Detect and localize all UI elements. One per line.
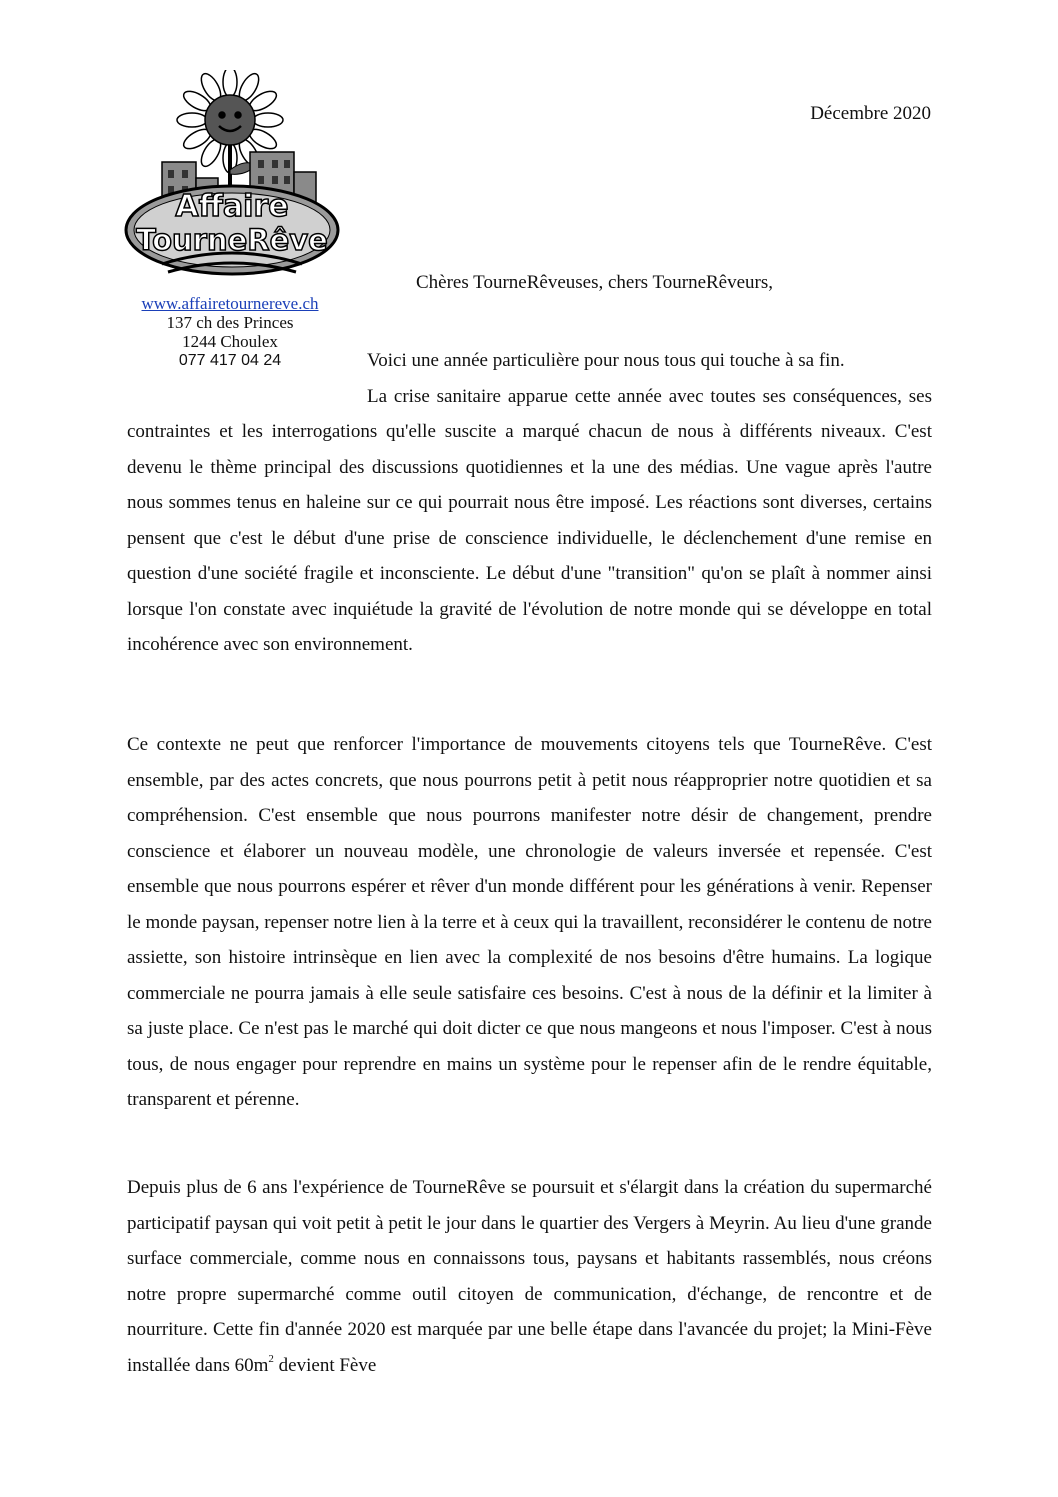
paragraph-3: [127, 1170, 932, 1383]
logo-line-1: Affaire: [175, 189, 289, 224]
paragraph-2-text: Ce contexte ne peut que renforcer l'importance de mouvements citoyens tels que TourneRêve. C'est ensemble, par des actes concrets, que nous pourrons petit à petit nous réapproprier notre quotidien et sa compréhension. C'est ensemble que nous pourrons manifester notre désir de changement, prendre conscience et élaborer un nouveau modèle, une chronologie de valeurs inversée et repensée. C'est ensemble que nous pourrons espérer et rêver d'un monde différent pour les générations à venir. Repenser le monde paysan, repenser notre lien à la terre et à ceux qui la travaillent, reconsidérer le contenu de notre assiette, son histoire intrinsèque en lien avec la complexité de nos besoins d'être humains. La logique commerciale ne pourra jamais à elle seule satisfaire ces besoins. C'est à nous de la définir et la limiter à sa juste place. Ce n'est pas le marché qui doit dicter ce que nous mangeons et nous l'imposer. C'est à nous tous, de nous engager pour reprendre en mains un système pour le repenser afin de le rendre équitable, transparent et pérenne.: [127, 734, 932, 1110]
paragraph-1-first-line: Voici une année particulière pour nous tous qui touche à sa fin.: [367, 350, 845, 371]
paragraph-3-text: [127, 1170, 932, 1383]
website-link[interactable]: www.affairetournereve.ch: [141, 294, 319, 313]
logo-line-2: TourneRêve: [136, 223, 328, 257]
paragraph-1: [127, 343, 932, 663]
greeting: Chères TourneRêveuses, chers TourneRêveurs,: [416, 272, 774, 293]
street-address: 137 ch des Princes: [166, 313, 294, 332]
paragraph-3-tail: devient Fève: [273, 1354, 377, 1376]
city-address: 1244 Choulex: [182, 332, 278, 351]
paragraph-1-text: La crise sanitaire apparue cette année avec toutes ses conséquences, ses contraintes et les interrogations qu'elle suscite a marqué chacun de nous à différents niveaux. C'est devenu le thème principal des discussions quotidiennes et la une des médias. Une vague après l'autre nous sommes tenus en haleine sur ce qui pourrait nous être imposé. Les réactions sont diverses, certains pensent que c'est le début d'une prise de conscience individuelle, le déclenchement d'une remise en question d'une société fragile et inconsciente. Le début d'une "transition" qu'on se plaît à nommer ainsi lorsque l'on constate avec inquiétude la gravité de l'évolution de notre monde qui se développe en total incohérence avec son environnement.: [127, 385, 932, 655]
paragraph-2: [127, 727, 932, 1118]
superscript-2: 2: [268, 1352, 274, 1365]
paragraph-3-body: Depuis plus de 6 ans l'expérience de TourneRêve se poursuit et s'élargit dans la création du supermarché participatif paysan qui voit petit à petit le jour dans le quartier des Vergers à Meyrin. Au lieu d'une grande surface commerciale, comme nous en connaissons tous, paysans et habitants rassemblés, nous créons notre propre supermarché comme outil citoyen de communication, d'échange, de rencontre et de nourriture. Cette fin d'année 2020 est marquée par une belle étape dans l'avancée du projet; la Mini-Fève installée dans 60m: [127, 1177, 932, 1376]
affaire-tournereve-logo: [122, 70, 342, 282]
letter-date: Décembre 2020: [810, 103, 931, 124]
phone-number: 077 417 04 24: [178, 352, 282, 369]
